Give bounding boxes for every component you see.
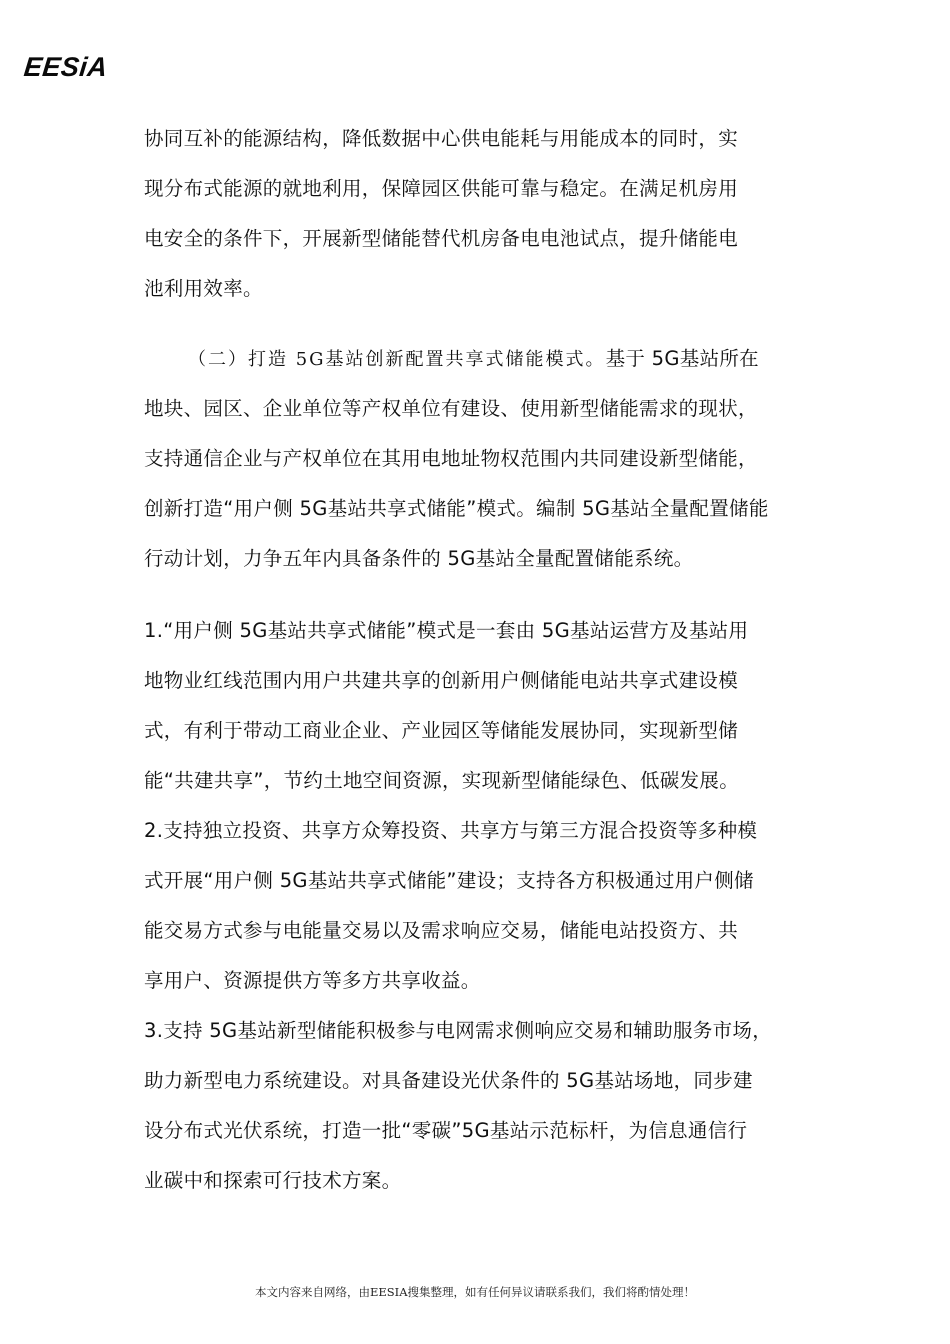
text-line: 1.“用户侧 5G基站共享式储能”模式是一套由 5G基站运营方及基站用 [144,619,749,642]
heading-line-rest: 基于 5G基站所在 [605,347,759,370]
text-line: 设分布式光伏系统，打造一批“零碳”5G基站示范标杆，为信息通信行 [144,1119,748,1142]
text-line: 地块、园区、企业单位等产权单位有建设、使用新型储能需求的现状， [144,397,758,420]
text-line: 创新打造“用户侧 5G基站共享式储能”模式。编制 5G基站全量配置储能 [144,497,769,520]
text-line: 现分布式能源的就地利用，保障园区供能可靠与稳定。在满足机房用 [144,177,739,200]
eesia-logo: EESiA [22,52,110,82]
text-line: 支持通信企业与产权单位在其用电地址物权范围内共同建设新型储能， [144,447,758,470]
text-line: 3.支持 5G基站新型储能积极参与电网需求侧响应交易和辅助服务市场， [144,1019,773,1042]
text-line: 电安全的条件下，开展新型储能替代机房备电电池试点，提升储能电 [144,227,739,250]
text-line: 地物业红线范围内用户共建共享的创新用户侧储能电站共享式建设模 [144,669,739,692]
text-line: 能“共建共享”，节约土地空间资源，实现新型储能绿色、低碳发展。 [144,769,740,792]
text-line: 式开展“用户侧 5G基站共享式储能”建设；支持各方积极通过用户侧储 [144,869,754,892]
text-line: 助力新型电力系统建设。对具备建设光伏条件的 5G基站场地，同步建 [144,1069,753,1092]
paragraph-1 [144,114,834,314]
document-body [144,114,834,1206]
text-line: 能交易方式参与电能量交易以及需求响应交易，储能电站投资方、共 [144,919,739,942]
paragraph-2 [144,334,834,584]
section-heading-line [144,334,834,384]
list-item-1 [144,606,834,806]
section-heading: （二）打造 5G基站创新配置共享式储能模式。 [188,349,606,370]
footer-disclaimer: 本文内容来自网络，由EESIA搜集整理，如有任何异议请联系我们，我们将酌情处理！ [254,1285,695,1299]
text-line: 业碳中和探索可行技术方案。 [144,1169,402,1192]
text-line: 行动计划，力争五年内具备条件的 5G基站全量配置储能系统。 [144,547,694,570]
text-line: 2.支持独立投资、共享方众筹投资、共享方与第三方混合投资等多种模 [144,819,758,842]
text-line: 协同互补的能源结构，降低数据中心供电能耗与用能成本的同时，实 [144,127,739,150]
list-item-3 [144,1006,834,1206]
text-line: 式，有利于带动工商业企业、产业园区等储能发展协同，实现新型储 [144,719,739,742]
list-item-2 [144,806,834,1006]
text-line: 池利用效率。 [144,277,263,300]
text-line: 享用户、资源提供方等多方共享收益。 [144,969,481,992]
